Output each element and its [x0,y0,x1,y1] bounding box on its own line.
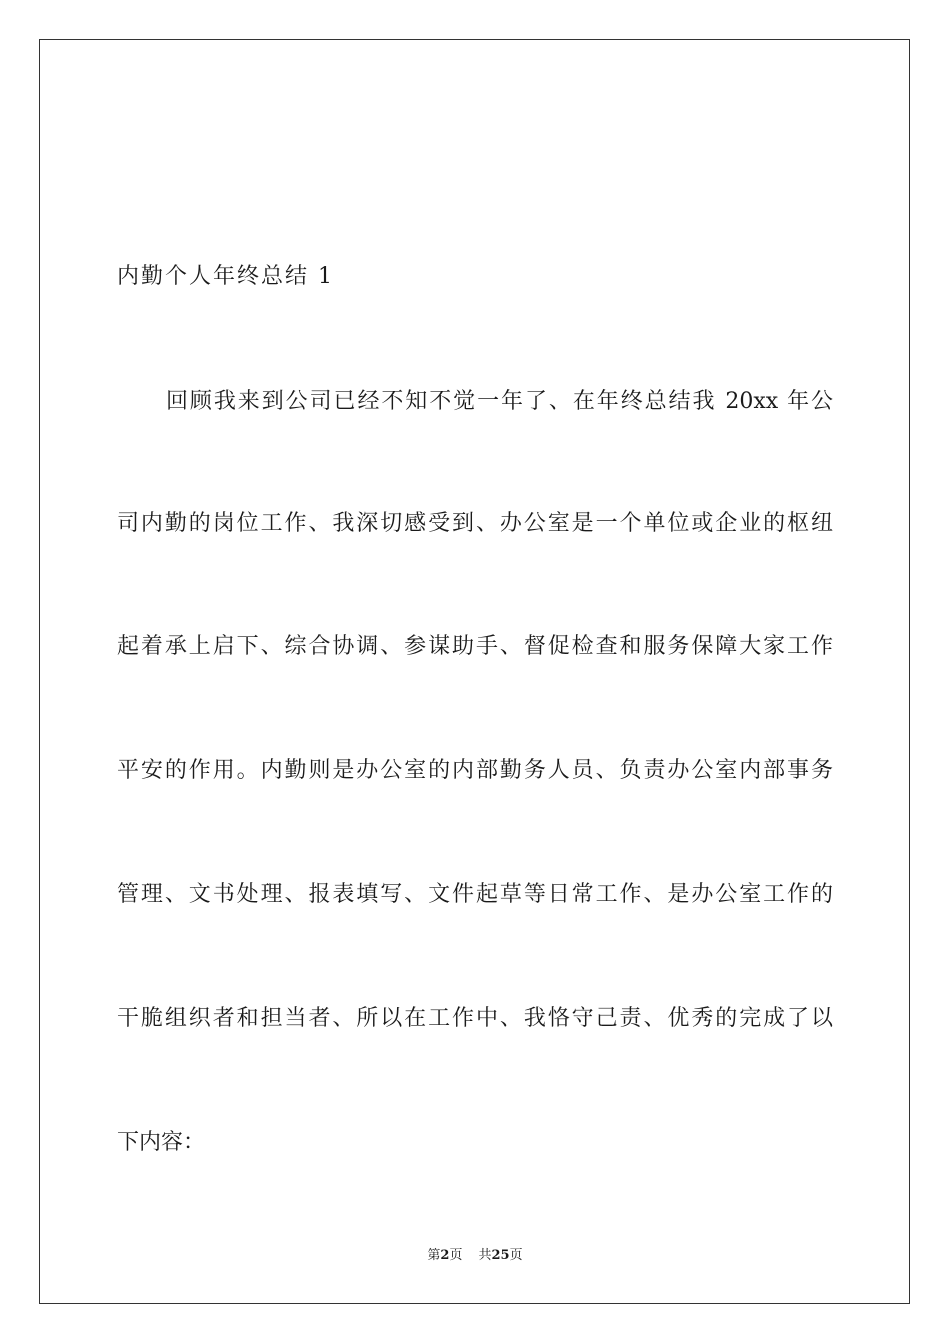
footer-total-pages: 25 [491,1248,510,1263]
footer-total-prefix: 共 [478,1248,492,1263]
body-line-5: 管理、文书处理、报表填写、文件起草等日常工作、是办公室工作的 [117,882,833,907]
page-border [39,39,910,1304]
body-line-2: 司内勤的岗位工作、我深切感受到、办公室是一个单位或企业的枢纽 [117,511,833,536]
document-title: 内勤个人年终总结 1 [117,264,334,289]
body-line-4: 平安的作用。内勤则是办公室的内部勤务人员、负责办公室内部事务 [117,758,833,783]
body-line-1: 回顾我来到公司已经不知不觉一年了、在年终总结我 20xx 年公 [166,389,833,414]
footer-page-number: 2 [440,1248,450,1263]
body-line-3: 起着承上启下、综合协调、参谋助手、督促检查和服务保障大家工作 [117,634,833,659]
page-footer [0,1247,950,1265]
footer-page-prefix: 第 [427,1248,441,1263]
footer-total-suffix: 页 [509,1248,523,1263]
footer-page-suffix: 页 [449,1248,463,1263]
body-line-6: 干脆组织者和担当者、所以在工作中、我恪守己责、优秀的完成了以 [117,1006,833,1031]
body-line-7: 下内容： [117,1130,206,1155]
